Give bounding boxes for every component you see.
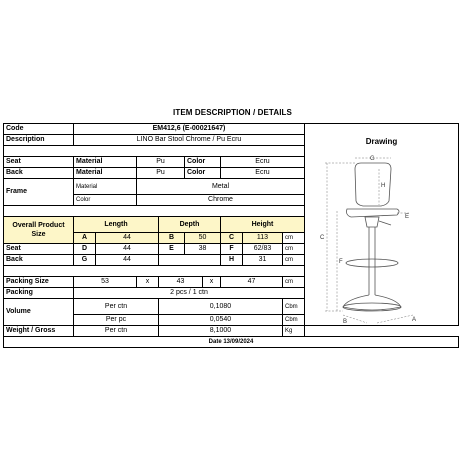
weight-per-ctn-label: Per ctn <box>74 326 159 337</box>
packing-height: 47 <box>221 277 283 288</box>
back-color-label: Color <box>185 168 221 179</box>
volume-per-ctn-value: 0,1080 <box>159 299 283 315</box>
document-title: ITEM DESCRIPTION / DETAILS <box>173 108 292 117</box>
packing-depth: 43 <box>159 277 203 288</box>
description-value: LINO Bar Stool Chrome / Pu Ecru <box>74 135 305 146</box>
height-header: Height <box>221 217 305 233</box>
dim-letter-d: D <box>74 244 96 255</box>
depth-header: Depth <box>159 217 221 233</box>
packing-size-label: Packing Size <box>4 277 74 288</box>
back-color-value: Ecru <box>221 168 305 179</box>
overall-length-value: 44 <box>96 233 159 244</box>
back-length-value: 44 <box>96 255 159 266</box>
seat-color-value: Ecru <box>221 157 305 168</box>
overall-size-label <box>4 217 74 244</box>
frame-color-value: Chrome <box>137 195 305 206</box>
volume-per-ctn-label: Per ctn <box>74 299 159 315</box>
back-material-value: Pu <box>137 168 185 179</box>
overall-depth-value: 50 <box>185 233 221 244</box>
overall-unit: cm <box>283 233 305 244</box>
dim-e: E <box>404 214 409 220</box>
item-details-table <box>3 123 459 348</box>
description-label: Description <box>4 135 74 146</box>
overall-size-label-line2: Size <box>31 231 46 238</box>
back-material-label: Material <box>74 168 137 179</box>
dim-letter-f: F <box>221 244 243 255</box>
code-row <box>4 124 459 135</box>
packing-unit: cm <box>283 277 305 288</box>
frame-label: Frame <box>4 179 74 206</box>
frame-color-label: Color <box>74 195 137 206</box>
code-label: Code <box>4 124 74 135</box>
spacer <box>4 146 305 157</box>
dim-f: F <box>338 259 343 265</box>
packing-x1: x <box>137 277 159 288</box>
dim-letter-b: B <box>159 233 185 244</box>
dim-letter-g: G <box>74 255 96 266</box>
volume-unit-ctn: Cbm <box>283 299 305 315</box>
weight-row <box>4 326 459 337</box>
code-value: EM412,6 (E-00021647) <box>74 124 305 135</box>
seat-size-label: Seat <box>4 244 74 255</box>
weight-unit: Kg <box>283 326 305 337</box>
back-label: Back <box>4 168 74 179</box>
dim-g: G <box>369 156 375 162</box>
seat-material-value: Pu <box>137 157 185 168</box>
dim-b: B <box>342 319 347 325</box>
length-header: Length <box>74 217 159 233</box>
back-depth-empty <box>159 255 221 266</box>
spacer <box>4 206 305 217</box>
dim-c: C <box>319 235 324 241</box>
seat-length-value: 44 <box>96 244 159 255</box>
volume-label: Volume <box>4 299 74 326</box>
volume-per-pc-value: 0,0540 <box>159 315 283 326</box>
overall-height-value: 113 <box>243 233 283 244</box>
document-date: Date 13/09/2024 <box>4 337 459 348</box>
back-height-value: 31 <box>243 255 283 266</box>
seat-depth-value: 38 <box>185 244 221 255</box>
dim-letter-e: E <box>159 244 185 255</box>
frame-material-label: Material <box>74 179 137 195</box>
dim-a: A <box>411 317 416 323</box>
date-row <box>4 337 459 348</box>
dim-letter-a: A <box>74 233 96 244</box>
volume-per-pc-label: Per pc <box>74 315 159 326</box>
back-size-label: Back <box>4 255 74 266</box>
frame-material-value: Metal <box>137 179 305 195</box>
volume-unit-pc: Cbm <box>283 315 305 326</box>
back-unit: cm <box>283 255 305 266</box>
drawing-cell <box>305 124 459 326</box>
spacer <box>4 266 305 277</box>
packing-label: Packing <box>4 288 74 299</box>
weight-value: 8,1000 <box>159 326 283 337</box>
dim-letter-c: C <box>221 233 243 244</box>
seat-height-value: 62/83 <box>243 244 283 255</box>
seat-unit: cm <box>283 244 305 255</box>
seat-label: Seat <box>4 157 74 168</box>
weight-label: Weight / Gross <box>4 326 74 337</box>
dim-letter-h: H <box>221 255 243 266</box>
packing-length: 53 <box>74 277 137 288</box>
seat-material-label: Material <box>74 157 137 168</box>
bar-stool-drawing <box>317 155 447 325</box>
drawing-label: Drawing <box>365 137 398 146</box>
packing-x2: x <box>203 277 221 288</box>
packing-value: 2 pcs / 1 ctn <box>74 288 305 299</box>
seat-color-label: Color <box>185 157 221 168</box>
overall-size-label-line1: Overall Product <box>12 222 65 229</box>
dim-h: H <box>380 183 385 189</box>
